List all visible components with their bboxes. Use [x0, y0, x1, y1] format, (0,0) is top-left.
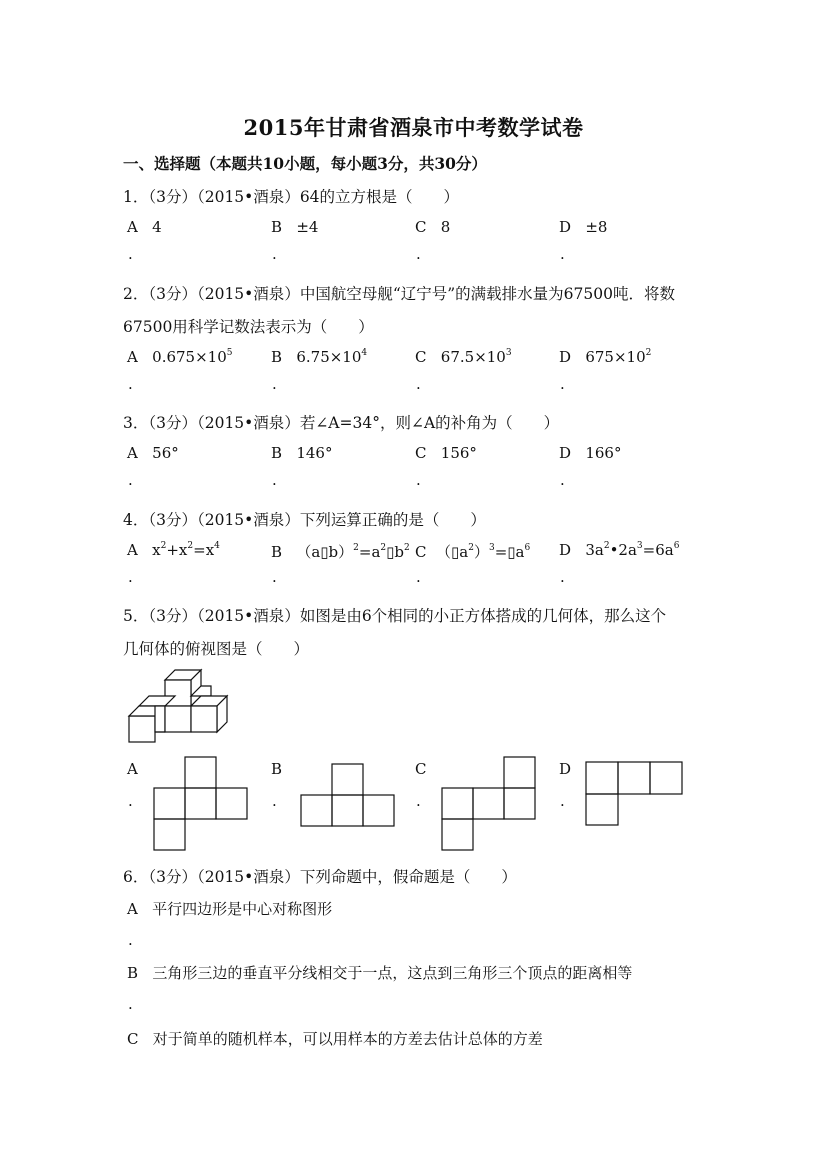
- q5-dot-b: .: [272, 792, 277, 810]
- q2-dot-d: .: [560, 375, 565, 393]
- q2-option-b[interactable]: B $6.75\times 10^4$: [271, 348, 368, 366]
- q1-option-b[interactable]: B ±4: [271, 218, 319, 236]
- q4-option-b-formula: $(a▯b)^2=a^2▯b^2$: [296, 543, 410, 561]
- q5-dot-c: .: [416, 792, 421, 810]
- q1-dot-a: .: [128, 245, 133, 263]
- q3-option-d[interactable]: D 166°: [559, 444, 622, 462]
- question-3-stem: 3．（3分）（2015•酒泉）若∠A=34°，则∠A的补角为（ ）: [123, 414, 560, 432]
- q6-option-a[interactable]: A 平行四边形是中心对称图形: [127, 900, 333, 918]
- question-2-stem-line-2: 67500用科学记数法表示为（ ）: [123, 318, 374, 336]
- q5-option-d-diagram[interactable]: [586, 762, 686, 827]
- section-heading: 一、选择题（本题共10小题，每小题3分，共30分）: [123, 154, 487, 173]
- q4-option-d-formula: $3a^2•2a^3=6a^6$: [585, 541, 680, 559]
- question-1-stem: 1．（3分）（2015•酒泉）64的立方根是（ ）: [123, 188, 460, 206]
- q3-option-a[interactable]: A 56°: [127, 444, 179, 462]
- q1-dot-b: .: [272, 245, 277, 263]
- q6-dot-b: .: [128, 995, 133, 1013]
- q4-option-c-formula: $(▯a^2)^3=▯a^6$: [436, 543, 531, 561]
- question-2-stem-line-1: 2．（3分）（2015•酒泉）中国航空母舰“辽宁号”的满载排水量为67500吨．将数: [123, 285, 675, 303]
- cube-stack-figure: [125, 668, 235, 748]
- q4-dot-d: .: [560, 568, 565, 586]
- question-4-stem: 4．（3分）（2015•酒泉）下列运算正确的是（ ）: [123, 511, 486, 529]
- q3-dot-b: .: [272, 471, 277, 489]
- q4-option-a[interactable]: A $x^2+x^2=x^4$: [127, 541, 220, 559]
- q5-option-c-letter[interactable]: C: [415, 760, 427, 778]
- q1-option-c[interactable]: C 8: [415, 218, 451, 236]
- q2-dot-a: .: [128, 375, 133, 393]
- page-title: 2015年甘肃省酒泉市中考数学试卷: [243, 115, 584, 140]
- q4-option-c[interactable]: C $(▯a^2)^3=▯a^6$: [415, 543, 531, 561]
- q3-dot-a: .: [128, 471, 133, 489]
- q2-dot-c: .: [416, 375, 421, 393]
- q2-dot-b: .: [272, 375, 277, 393]
- q5-option-d-letter[interactable]: D: [559, 760, 572, 778]
- q5-option-a-letter[interactable]: A: [127, 760, 138, 778]
- question-6-stem: 6．（3分）（2015•酒泉）下列命题中，假命题是（ ）: [123, 868, 517, 886]
- q1-option-a[interactable]: A 4: [127, 218, 162, 236]
- q1-dot-c: .: [416, 245, 421, 263]
- q4-dot-c: .: [416, 568, 421, 586]
- q5-dot-d: .: [560, 792, 565, 810]
- q6-option-b[interactable]: B 三角形三边的垂直平分线相交于一点，这点到三角形三个顶点的距离相等: [127, 964, 633, 982]
- question-5-stem-line-1: 5．（3分）（2015•酒泉）如图是由6个相同的小正方体搭成的几何体，那么这个: [123, 607, 667, 625]
- q3-dot-d: .: [560, 471, 565, 489]
- q4-dot-b: .: [272, 568, 277, 586]
- q2-option-a[interactable]: A $0.675\times 10^5$: [127, 348, 233, 366]
- q5-option-c-diagram[interactable]: [442, 757, 537, 852]
- q3-option-b[interactable]: B 146°: [271, 444, 333, 462]
- question-5-stem-line-2: 几何体的俯视图是（ ）: [123, 640, 310, 658]
- q4-option-d[interactable]: D $3a^2•2a^3=6a^6$: [559, 541, 680, 559]
- q5-option-b-diagram[interactable]: [301, 764, 396, 829]
- q3-option-c[interactable]: C 156°: [415, 444, 477, 462]
- q6-option-c[interactable]: C 对于简单的随机样本，可以用样本的方差去估计总体的方差: [127, 1030, 543, 1048]
- q5-option-b-letter[interactable]: B: [271, 760, 283, 778]
- q5-dot-a: .: [128, 792, 133, 810]
- q4-dot-a: .: [128, 568, 133, 586]
- q1-option-d[interactable]: D ±8: [559, 218, 608, 236]
- q2-option-d[interactable]: D $675\times 10^2$: [559, 348, 652, 366]
- q5-option-a-diagram[interactable]: [154, 757, 249, 852]
- q4-option-b[interactable]: B $(a▯b)^2=a^2▯b^2$: [271, 543, 410, 561]
- q6-dot-a: .: [128, 931, 133, 949]
- q3-dot-c: .: [416, 471, 421, 489]
- q2-option-c[interactable]: C $67.5\times 10^3$: [415, 348, 512, 366]
- q1-dot-d: .: [560, 245, 565, 263]
